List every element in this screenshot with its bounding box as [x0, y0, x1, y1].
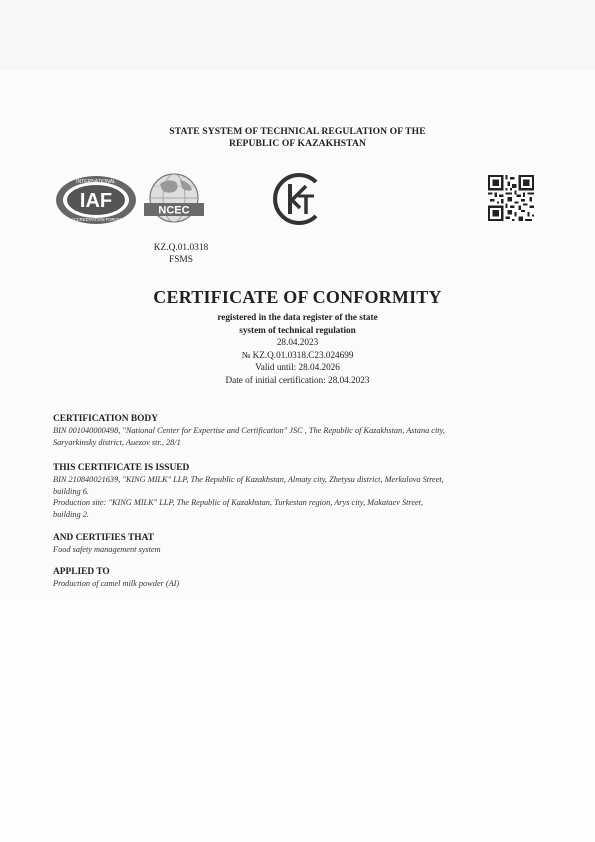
registered-line1: registered in the data register of the state: [217, 312, 378, 322]
registration-block: [0, 311, 595, 387]
certification-body-line2: Saryarkinsky district, Auezov str., 28/1: [53, 437, 181, 447]
certificate-title: CERTIFICATE OF CONFORMITY: [153, 287, 442, 307]
fsms-label: FSMS: [169, 255, 193, 265]
kt-conformity-mark: [270, 170, 326, 228]
state-system-title: [0, 126, 595, 150]
issued-line4: building 2.: [53, 509, 89, 519]
certification-body-heading: CERTIFICATION BODY: [53, 414, 158, 424]
issued-line2: building 6.: [53, 486, 89, 496]
iaf-logo: [55, 175, 137, 225]
initial-certification-date: Date of initial certification: 28.04.2023: [225, 374, 370, 385]
applied-line1: Production of camel milk powder (AI): [53, 579, 180, 588]
certifies-section: [53, 532, 538, 556]
certificate-number: № KZ.Q.01.0318.C23.024699: [241, 349, 354, 360]
ncec-logo: [140, 172, 208, 226]
state-title-line1: STATE SYSTEM OF TECHNICAL REGULATION OF THE: [169, 126, 426, 137]
state-title-line2: REPUBLIC OF KAZAKHSTAN: [228, 138, 367, 149]
fsms-code-number: KZ.Q.01.0318: [153, 243, 209, 253]
iaf-ring-bottom-text: ACCREDITATION FORUM: [70, 217, 122, 222]
issued-section: [53, 462, 538, 520]
applied-heading: APPLIED TO: [53, 567, 110, 577]
page-bottom-blank: [0, 600, 595, 842]
issued-heading: THIS CERTIFICATE IS ISSUED: [53, 463, 190, 473]
ncec-logo-text: NCEC: [158, 204, 190, 217]
iaf-ring-top-text: INTERNATIONAL: [76, 179, 116, 185]
certifies-heading: AND CERTIFIES THAT: [53, 533, 154, 543]
qr-code: [488, 175, 534, 221]
registered-line2: system of technical regulation: [239, 324, 356, 335]
certification-body-section: [53, 413, 538, 448]
applied-section: [53, 566, 538, 590]
iaf-logo-text: IAF: [79, 190, 113, 212]
issued-line3: Production site: "KING MILK" LLP, The Republic of Kazakhstan, Turkestan region, Arys city, Makataev Street,: [53, 498, 424, 507]
fsms-accreditation-code: [141, 242, 221, 266]
page-top-band: [0, 0, 595, 70]
certifies-line1: Food safety management system: [53, 545, 161, 554]
certification-body-line1: BIN 001040000498, "National Center for Expertise and Certification" JSC , The Republic of Kazakhstan, Astana city,: [53, 426, 445, 435]
certificate-date: 28.04.2023: [276, 337, 319, 348]
issued-line1: BIN 210840021639, "KING MILK" LLP, The Republic of Kazakhstan, Almaty city, Zhetysu district, Merkulova Street,: [53, 475, 444, 484]
valid-until: Valid until: 28.04.2026: [255, 362, 340, 373]
